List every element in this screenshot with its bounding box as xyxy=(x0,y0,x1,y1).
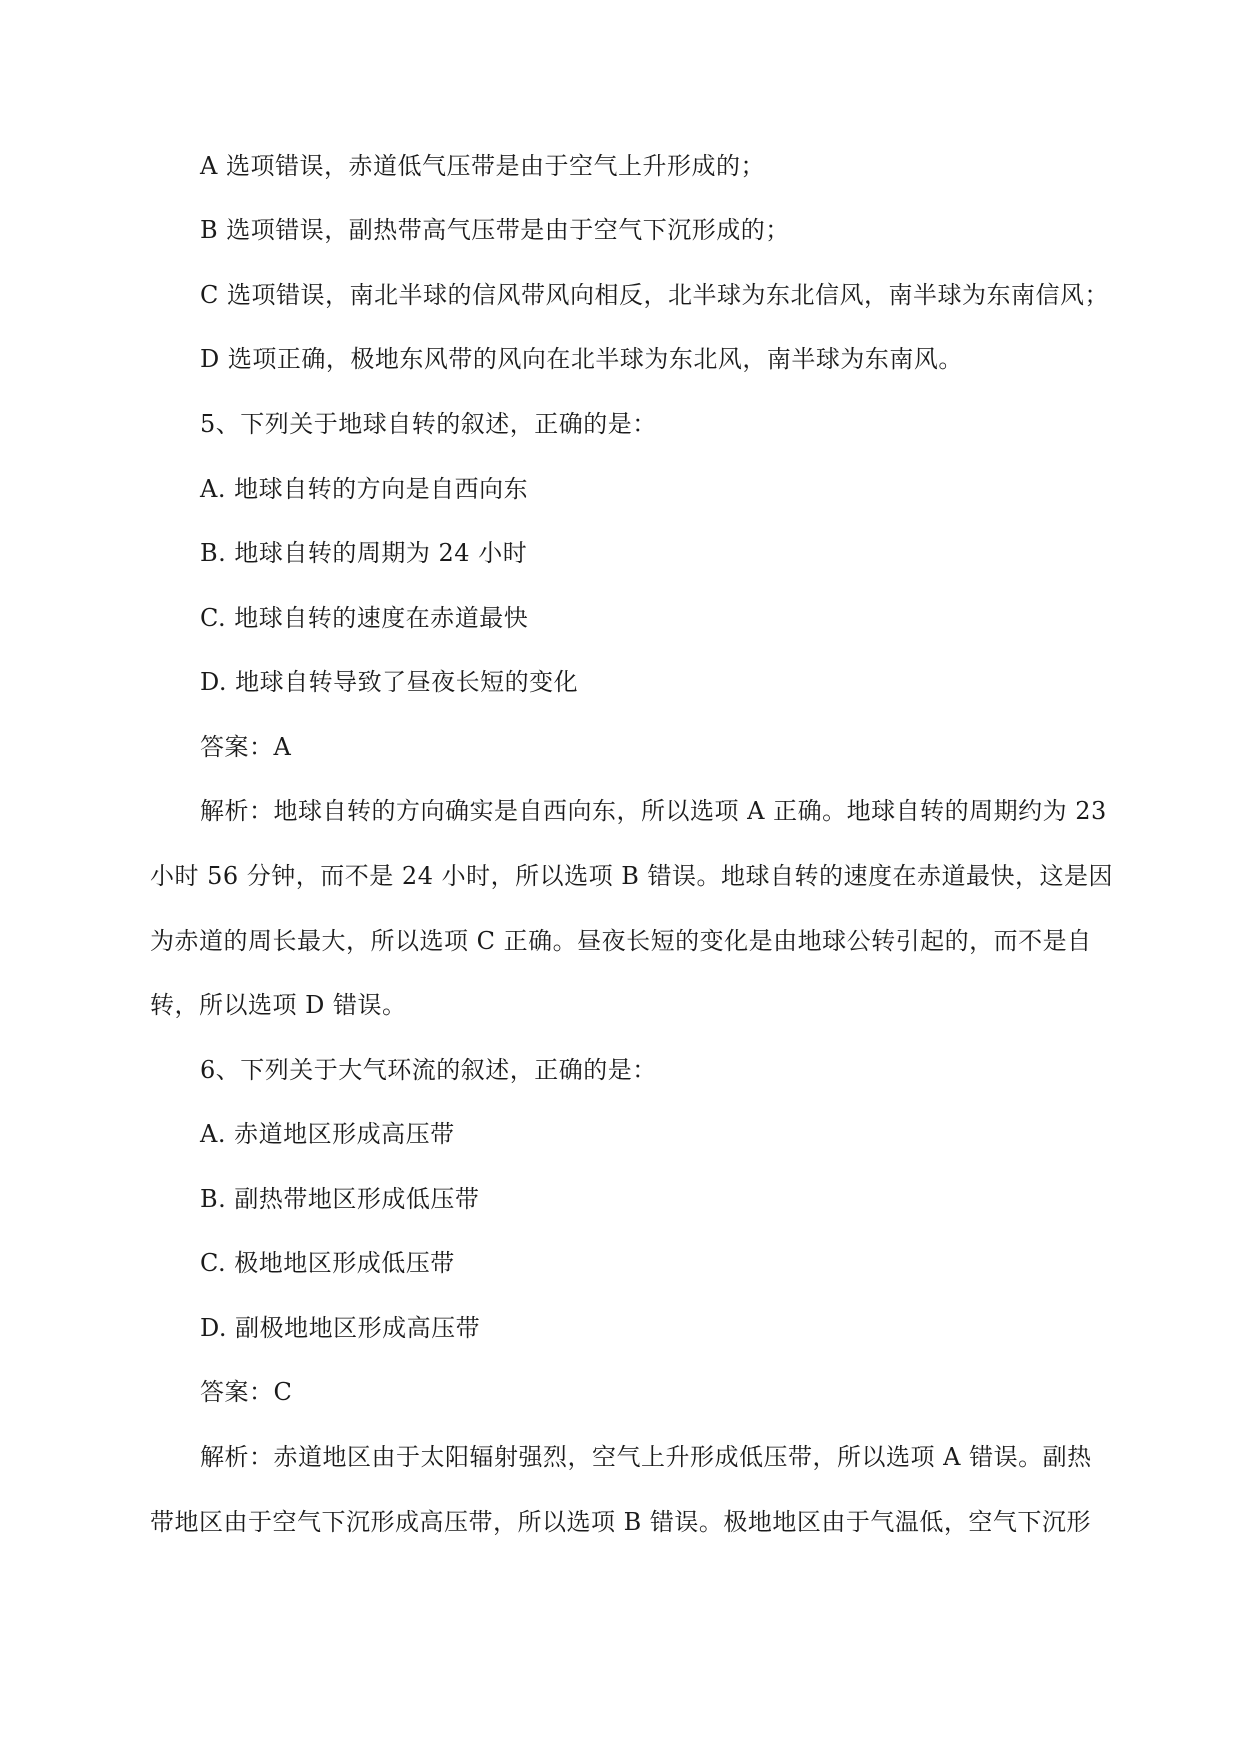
question-6-option-c: C. 极地地区形成低压带 xyxy=(200,1249,455,1277)
option-c-explanation: C 选项错误，南北半球的信风带风向相反，北半球为东北信风，南半球为东南信风； xyxy=(200,281,1109,309)
question-5-option-a: A. 地球自转的方向是自西向东 xyxy=(200,475,529,503)
question-5-answer: 答案：A xyxy=(200,733,292,761)
option-d-explanation: D 选项正确，极地东风带的风向在北半球为东北风，南半球为东南风。 xyxy=(200,345,963,373)
question-5-analysis-line-4: 转，所以选项 D 错误。 xyxy=(150,991,407,1019)
question-5-option-c: C. 地球自转的速度在赤道最快 xyxy=(200,604,529,632)
option-a-explanation: A 选项错误，赤道低气压带是由于空气上升形成的； xyxy=(200,152,765,180)
question-6-option-b: B. 副热带地区形成低压带 xyxy=(200,1185,480,1213)
option-b-explanation: B 选项错误，副热带高气压带是由于空气下沉形成的； xyxy=(200,216,790,244)
question-5-title: 5、下列关于地球自转的叙述，正确的是： xyxy=(200,410,657,438)
question-6-title: 6、下列关于大气环流的叙述，正确的是： xyxy=(200,1056,657,1084)
question-5-option-d: D. 地球自转导致了昼夜长短的变化 xyxy=(200,668,579,696)
question-5-option-b: B. 地球自转的周期为 24 小时 xyxy=(200,539,528,567)
question-6-option-d: D. 副极地地区形成高压带 xyxy=(200,1314,481,1342)
question-5-analysis-line-3: 为赤道的周长最大，所以选项 C 正确。昼夜长短的变化是由地球公转引起的，而不是自 xyxy=(150,927,1092,955)
question-6-analysis-line-1: 解析：赤道地区由于太阳辐射强烈，空气上升形成低压带，所以选项 A 错误。副热 xyxy=(200,1443,1092,1471)
question-5-analysis-line-1: 解析：地球自转的方向确实是自西向东，所以选项 A 正确。地球自转的周期约为 23 xyxy=(200,797,1107,825)
question-6-analysis-line-2: 带地区由于空气下沉形成高压带，所以选项 B 错误。极地地区由于气温低，空气下沉形 xyxy=(150,1508,1091,1536)
question-6-answer: 答案：C xyxy=(200,1378,293,1406)
question-5-analysis-line-2: 小时 56 分钟，而不是 24 小时，所以选项 B 错误。地球自转的速度在赤道最快，这是因 xyxy=(150,862,1113,890)
question-6-option-a: A. 赤道地区形成高压带 xyxy=(200,1120,455,1148)
